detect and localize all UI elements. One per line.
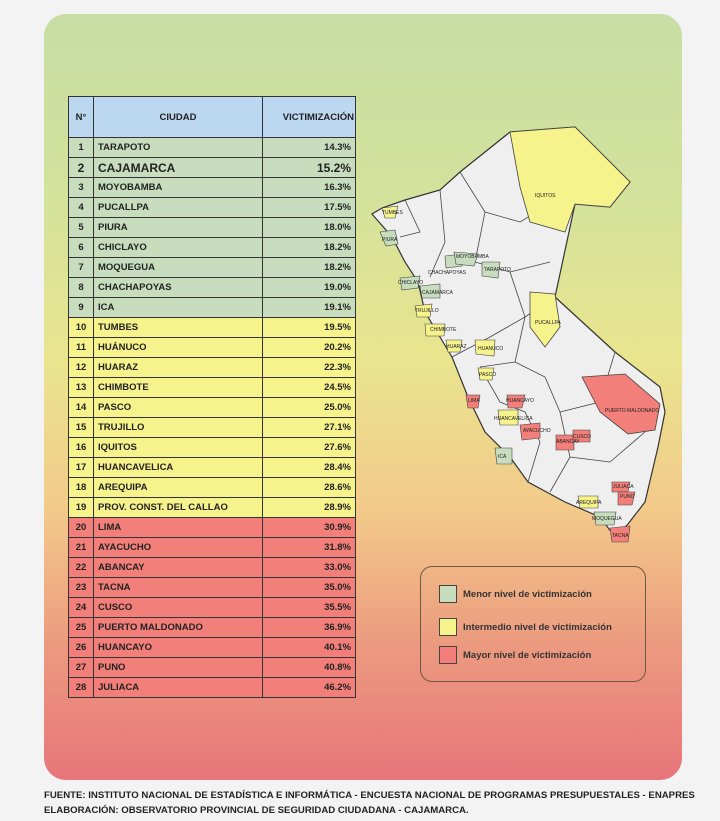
row-number: 14 (69, 398, 94, 418)
row-city: CHIMBOTE (94, 378, 263, 398)
row-value: 36.9% (263, 618, 356, 638)
table-row (69, 458, 356, 478)
row-value: 17.5% (263, 198, 356, 218)
row-number: 15 (69, 418, 94, 438)
row-city: PUERTO MALDONADO (94, 618, 263, 638)
map-label: LIMA (468, 398, 480, 404)
legend-label-mayor: Mayor nivel de victimización (463, 649, 592, 661)
table-row (69, 398, 356, 418)
legend-swatch-yellow (439, 618, 457, 636)
table-row (69, 618, 356, 638)
table-row (69, 558, 356, 578)
row-number: 13 (69, 378, 94, 398)
row-number: 27 (69, 658, 94, 678)
row-value: 28.9% (263, 498, 356, 518)
row-value: 40.8% (263, 658, 356, 678)
row-number: 12 (69, 358, 94, 378)
row-number: 18 (69, 478, 94, 498)
row-number: 25 (69, 618, 94, 638)
map-label: AYACUCHO (523, 428, 551, 434)
row-value: 18.0% (263, 218, 356, 238)
map-label: TRUJILLO (415, 308, 439, 314)
table-row (69, 198, 356, 218)
row-city: TUMBES (94, 318, 263, 338)
row-number: 24 (69, 598, 94, 618)
table-row (69, 538, 356, 558)
table-row (69, 678, 356, 698)
map-label: PUNO (620, 494, 635, 500)
row-number: 28 (69, 678, 94, 698)
row-value: 15.2% (263, 158, 356, 178)
table-row (69, 258, 356, 278)
row-number: 11 (69, 338, 94, 358)
row-number: 26 (69, 638, 94, 658)
row-city: CHACHAPOYAS (94, 278, 263, 298)
footer (44, 788, 695, 818)
map-label: HUANCAYO (506, 398, 534, 404)
row-city: JULIACA (94, 678, 263, 698)
row-value: 46.2% (263, 678, 356, 698)
row-city: MOYOBAMBA (94, 178, 263, 198)
map-label: PASCO (479, 372, 497, 378)
row-city: ABANCAY (94, 558, 263, 578)
table-row (69, 438, 356, 458)
map-label: CAJAMARCA (422, 290, 453, 296)
legend-item-menor (439, 585, 592, 603)
footer-source: FUENTE: INSTITUTO NACIONAL DE ESTADÍSTICA E INFORMÁTICA - ENCUESTA NACIONAL DE PROGRAMAS PRESUPUESTALES - ENAPRES (44, 790, 695, 801)
row-city: CAJAMARCA (94, 158, 263, 178)
row-city: CUSCO (94, 598, 263, 618)
row-number: 17 (69, 458, 94, 478)
map-label: TACNA (612, 533, 629, 539)
table-row (69, 498, 356, 518)
table-row (69, 218, 356, 238)
row-city: TARAPOTO (94, 138, 263, 158)
row-value: 18.2% (263, 238, 356, 258)
row-number: 1 (69, 138, 94, 158)
row-number: 8 (69, 278, 94, 298)
map-label: PIURA (382, 237, 398, 243)
row-value: 40.1% (263, 638, 356, 658)
table-body (69, 138, 356, 698)
row-value: 31.8% (263, 538, 356, 558)
legend-label-intermedio: Intermedio nivel de victimización (463, 621, 612, 633)
table-row (69, 318, 356, 338)
row-city: IQUITOS (94, 438, 263, 458)
row-number: 21 (69, 538, 94, 558)
row-number: 5 (69, 218, 94, 238)
map-label: PUERTO MALDONADO (605, 408, 660, 414)
map-label: MOYOBAMBA (456, 254, 489, 260)
map-label: HUANUCO (478, 346, 504, 352)
header-city: CIUDAD (94, 97, 263, 138)
table-header-row (69, 97, 356, 138)
table-row (69, 158, 356, 178)
map-label: TARAPOTO (484, 267, 512, 273)
table-row (69, 598, 356, 618)
table-row (69, 278, 356, 298)
map-label: HUARAZ (446, 344, 467, 350)
row-number: 22 (69, 558, 94, 578)
map-label: CHACHAPOYAS (428, 270, 466, 276)
row-city: PUNO (94, 658, 263, 678)
row-city: HUARAZ (94, 358, 263, 378)
table-row (69, 138, 356, 158)
row-value: 35.5% (263, 598, 356, 618)
legend-swatch-red (439, 646, 457, 664)
table-row (69, 638, 356, 658)
map-label: ABANCAY (556, 439, 580, 445)
map-label: CUSCO (573, 434, 592, 440)
row-city: ICA (94, 298, 263, 318)
map-label: AREQUIPA (576, 500, 602, 506)
row-value: 16.3% (263, 178, 356, 198)
row-value: 18.2% (263, 258, 356, 278)
legend-swatch-green (439, 585, 457, 603)
row-city: PUCALLPA (94, 198, 263, 218)
row-number: 10 (69, 318, 94, 338)
row-value: 22.3% (263, 358, 356, 378)
row-value: 25.0% (263, 398, 356, 418)
row-number: 3 (69, 178, 94, 198)
row-city: CHICLAYO (94, 238, 263, 258)
row-value: 14.3% (263, 138, 356, 158)
row-value: 35.0% (263, 578, 356, 598)
table-row (69, 338, 356, 358)
row-value: 24.5% (263, 378, 356, 398)
map-label: ICA (498, 454, 507, 460)
row-number: 19 (69, 498, 94, 518)
table-row (69, 178, 356, 198)
header-number: N° (69, 97, 94, 138)
table-row (69, 418, 356, 438)
legend-item-intermedio (439, 618, 612, 636)
row-value: 19.1% (263, 298, 356, 318)
legend-item-mayor (439, 646, 591, 664)
map-label: HUANCAVELICA (494, 416, 533, 422)
map-label: MOQUEGUA (592, 516, 622, 522)
row-city: HUANCAVELICA (94, 458, 263, 478)
row-value: 20.2% (263, 338, 356, 358)
row-city: HUANCAYO (94, 638, 263, 658)
peru-map (360, 112, 680, 562)
row-value: 27.6% (263, 438, 356, 458)
row-value: 33.0% (263, 558, 356, 578)
table-row (69, 358, 356, 378)
table-row (69, 238, 356, 258)
table-row (69, 378, 356, 398)
row-number: 16 (69, 438, 94, 458)
table-row (69, 298, 356, 318)
map-label: TUMBES (382, 210, 403, 216)
row-city: PROV. CONST. DEL CALLAO (94, 498, 263, 518)
map-label: CHIMBOTE (430, 327, 457, 333)
row-city: PASCO (94, 398, 263, 418)
row-number: 20 (69, 518, 94, 538)
legend-box (420, 566, 646, 682)
row-value: 19.5% (263, 318, 356, 338)
header-value: VICTIMIZACIÓN (263, 97, 356, 138)
row-city: TRUJILLO (94, 418, 263, 438)
row-value: 28.4% (263, 458, 356, 478)
table-row (69, 478, 356, 498)
footer-elaboration: ELABORACIÓN: OBSERVATORIO PROVINCIAL DE SEGURIDAD CIUDADANA - CAJAMARCA. (44, 805, 469, 816)
row-value: 28.6% (263, 478, 356, 498)
map-label: PUCALLPA (535, 320, 561, 326)
region-iquitos (510, 127, 630, 232)
row-number: 23 (69, 578, 94, 598)
table-row (69, 518, 356, 538)
map-label: IQUITOS (535, 193, 556, 199)
row-number: 6 (69, 238, 94, 258)
row-number: 7 (69, 258, 94, 278)
row-city: AYACUCHO (94, 538, 263, 558)
row-city: AREQUIPA (94, 478, 263, 498)
row-number: 9 (69, 298, 94, 318)
row-city: TACNA (94, 578, 263, 598)
row-value: 30.9% (263, 518, 356, 538)
row-value: 27.1% (263, 418, 356, 438)
row-number: 2 (69, 158, 94, 178)
map-label: JULIACA (613, 484, 634, 490)
map-label: CHICLAYO (398, 280, 424, 286)
row-city: PIURA (94, 218, 263, 238)
row-value: 19.0% (263, 278, 356, 298)
row-city: LIMA (94, 518, 263, 538)
row-city: HUÁNUCO (94, 338, 263, 358)
row-number: 4 (69, 198, 94, 218)
row-city: MOQUEGUA (94, 258, 263, 278)
table-row (69, 658, 356, 678)
legend-label-menor: Menor nivel de victimización (463, 588, 592, 600)
victimization-table (68, 96, 356, 698)
table-row (69, 578, 356, 598)
